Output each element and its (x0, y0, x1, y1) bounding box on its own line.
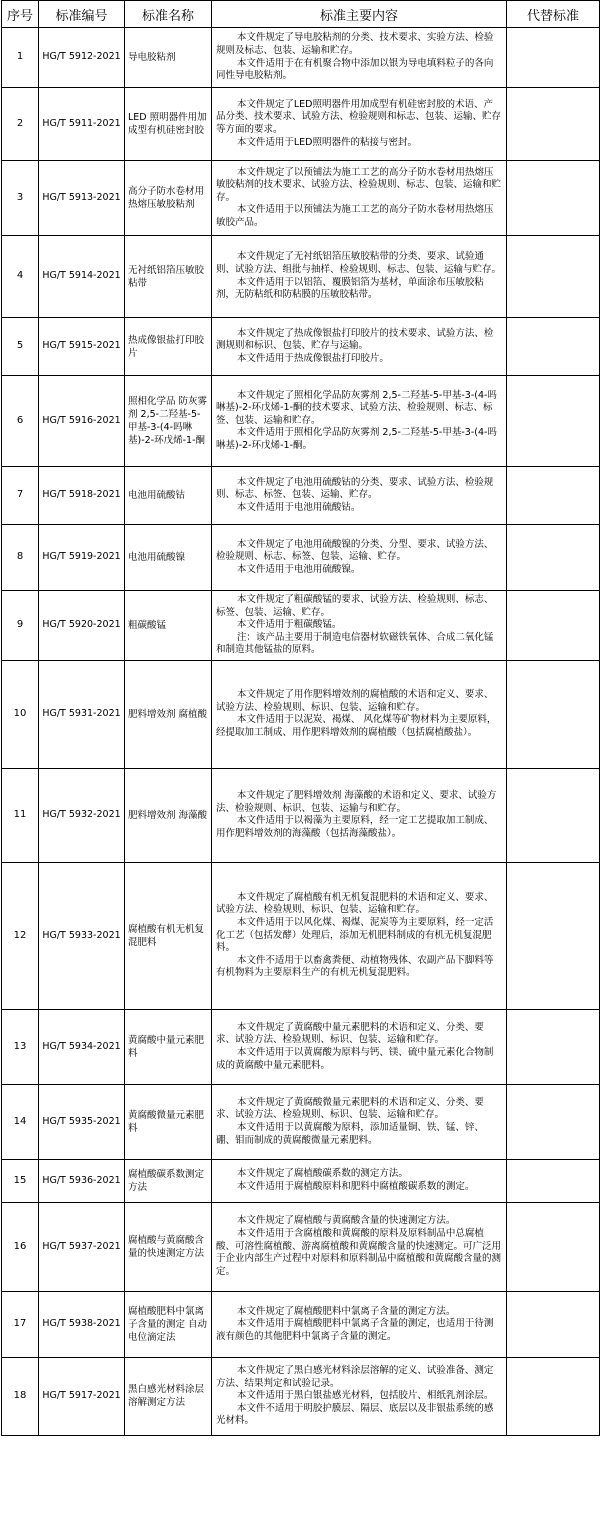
table-row (2, 88, 600, 161)
row-seq: 7 (2, 467, 39, 525)
row-code: HG/T 5914-2021 (39, 236, 125, 318)
row-content (212, 28, 507, 88)
row-name: 黄腐酸中量元素肥料 (125, 1009, 212, 1084)
row-code: HG/T 5931-2021 (39, 660, 125, 768)
content-paragraph: 本文件规定了导电胶粘剂的分类、技术要求、实验方法、检验规则及标志、包装、运输和贮存。 (216, 32, 494, 56)
row-seq: 13 (2, 1009, 39, 1084)
table-row (2, 1202, 600, 1291)
row-code: HG/T 5936-2021 (39, 1159, 125, 1202)
row-seq: 10 (2, 660, 39, 768)
content-paragraph: 本文件规定了腐植酸肥料中氯离子含量的测定方法。 (236, 1305, 456, 1317)
row-replace (507, 318, 600, 376)
header-row (2, 1, 600, 28)
row-name: 导电胶粘剂 (125, 28, 212, 88)
row-code: HG/T 5916-2021 (39, 376, 125, 467)
row-code: HG/T 5934-2021 (39, 1009, 125, 1084)
content-paragraph: 本文件规定了用作肥料增效剂的腐植酸的术语和定义、要求、试验方法、检验规则、标识、包装、运输和贮存。 (216, 689, 494, 713)
row-content (212, 318, 507, 376)
row-code: HG/T 5917-2021 (39, 1357, 125, 1435)
row-code: HG/T 5935-2021 (39, 1084, 125, 1159)
row-seq: 14 (2, 1084, 39, 1159)
table-row (2, 1291, 600, 1357)
row-content (212, 1084, 507, 1159)
row-replace (507, 1009, 600, 1084)
content-paragraph: 本文件适用于以预铺法为施工工艺的高分子防水卷材用热熔压敏胶产品。 (216, 204, 494, 228)
content-paragraph: 本文件规定了电池用硫酸镍的分类、分型、要求、试验方法、检验规则、标志、标签、包装、运输、贮存。 (216, 538, 494, 563)
table-row (2, 1084, 600, 1159)
row-seq: 15 (2, 1159, 39, 1202)
row-content (212, 88, 507, 161)
row-code: HG/T 5911-2021 (39, 88, 125, 161)
row-seq: 8 (2, 525, 39, 591)
row-replace (507, 1357, 600, 1435)
content-paragraph: 本文件规定了黄腐酸微量元素肥料的术语和定义、分类、要求、试验方法、检验规则、标识、包装、运输和贮存。 (216, 1096, 484, 1121)
row-seq: 9 (2, 591, 39, 661)
row-code: HG/T 5919-2021 (39, 525, 125, 591)
content-paragraph: 本文件规定了肥料增效剂 海藻酸的术语和定义、要求、试验方法、检验规则、标识、包装、运输与和贮存。 (216, 790, 497, 814)
table-row (2, 1357, 600, 1435)
row-content (212, 660, 507, 768)
table-row (2, 768, 600, 862)
row-name: 热成像银盐打印胶片 (125, 318, 212, 376)
row-seq: 18 (2, 1357, 39, 1435)
row-seq: 6 (2, 376, 39, 467)
row-replace (507, 1291, 600, 1357)
row-code: HG/T 5918-2021 (39, 467, 125, 525)
content-paragraph: 本文件不适用于以畜禽粪便、动植物残体、农副产品下脚料等有机物料为主要原料生产的有机无机复混肥料。 (216, 954, 494, 979)
row-code: HG/T 5920-2021 (39, 591, 125, 661)
content-paragraph: 本文件适用于以泥炭、褐煤、 风化煤等矿物材料为主要原料，经提取加工制成、用作肥料增效剂的腐植酸（包括腐植酸盐）。 (216, 714, 497, 739)
content-paragraph: 本文件规定了黄腐酸中量元素肥料的术语和定义、分类、要求、试验方法、检验规则、标识、包装、运输和贮存。 (216, 1021, 484, 1046)
row-code: HG/T 5932-2021 (39, 768, 125, 862)
row-content (212, 1159, 507, 1202)
row-seq: 2 (2, 88, 39, 161)
header-replace: 代替标准 (507, 1, 600, 28)
row-seq: 17 (2, 1291, 39, 1357)
content-paragraph: 本文件适用于在有机聚合物中添加以银为导电填料粒子的各向同性导电胶粘剂。 (216, 57, 494, 82)
content-paragraph: 本文件规定了腐植酸碳系数的测定方法。 (236, 1168, 408, 1180)
content-paragraph: 本文件适用于以铝箔、覆膜铝箔为基材，单面涂布压敏胶粘剂，无防粘纸和防粘膜的压敏胶粘带。 (216, 276, 484, 301)
table-row (2, 28, 600, 88)
content-paragraph: 本文件适用于以褐藻为主要原料，经一定工艺提取加工制成、用作肥料增效剂的海藻酸（包括海藻酸盐）。 (216, 815, 494, 840)
row-name: LED 照明器件用加成型有机硅密封胶 (125, 88, 212, 161)
content-paragraph: 本文件规定了粗碳酸锰的要求、试验方法、检验规则、标志、标签、包装、运输、贮存。 (216, 594, 494, 618)
row-content (212, 376, 507, 467)
row-name: 腐植酸碳系数测定方法 (125, 1159, 212, 1202)
row-replace (507, 467, 600, 525)
row-seq: 11 (2, 768, 39, 862)
row-content (212, 467, 507, 525)
content-paragraph: 本文件适用于以黄腐酸为原料，添加适量铜、铁、锰、锌、硼、钼而制成的黄腐酸微量元素肥料。 (216, 1121, 484, 1146)
content-paragraph: 本文件适用于以黄腐酸为原料与钙、镁、硫中量元素化合物制成的黄腐酸中量元素肥料。 (216, 1046, 494, 1071)
content-paragraph: 本文件适用于LED照明器件的粘接与密封。 (236, 136, 418, 148)
table-row (2, 862, 600, 1009)
row-replace (507, 660, 600, 768)
content-paragraph: 本文件规定了热成像银盐打印胶片的技术要求、试验方法、检测规则和标识、包装、贮存与运输。 (216, 327, 494, 352)
row-content (212, 768, 507, 862)
row-content (212, 591, 507, 661)
row-code: HG/T 5933-2021 (39, 862, 125, 1009)
header-seq: 序号 (2, 1, 39, 28)
row-name: 电池用硫酸镍 (125, 525, 212, 591)
content-paragraph: 本文件规定了以预铺法为施工工艺的高分子防水卷材用热熔压敏胶粘剂的技术要求、试验方法、检验规则、标志、包装、运输和贮存。 (216, 166, 502, 203)
content-paragraph: 本文件适用于腐植酸原料和肥料中腐植酸碳系数的测定。 (236, 1180, 475, 1192)
row-content (212, 1202, 507, 1291)
header-code: 标准编号 (39, 1, 125, 28)
table-row (2, 591, 600, 661)
table-row (2, 376, 600, 467)
table-row (2, 1159, 600, 1202)
table-row (2, 236, 600, 318)
row-code: HG/T 5937-2021 (39, 1202, 125, 1291)
row-name: 电池用硫酸钴 (125, 467, 212, 525)
content-paragraph: 本文件适用于电池用硫酸镍。 (236, 563, 361, 575)
content-paragraph: 本文件规定了LED照明器件用加成型有机硅密封胶的术语、产品分类、技术要求、试验方法、检验规则和标志、包装、运输、贮存等方面的要求。 (216, 98, 502, 135)
row-seq: 3 (2, 161, 39, 236)
content-paragraph: 注：该产品主要用于制造电信器材软磁铁氧体、合成二氧化锰和制造其他锰盐的原料。 (216, 631, 494, 656)
table-row (2, 318, 600, 376)
row-content (212, 862, 507, 1009)
row-content (212, 1009, 507, 1084)
row-replace (507, 1084, 600, 1159)
row-replace (507, 236, 600, 318)
row-code: HG/T 5913-2021 (39, 161, 125, 236)
row-replace (507, 161, 600, 236)
row-name: 无衬纸铝箔压敏胶粘带 (125, 236, 212, 318)
content-paragraph: 本文件规定了照相化学品防灰雾剂 2,5-二羟基-5-甲基-3-(4-吗啉基)-2-环戊烯-1-酮的技术要求、试验方法、检验规则、标志、标签、包装、运输和贮存。 (216, 389, 497, 426)
row-replace (507, 376, 600, 467)
content-paragraph: 本文件适用于电池用硫酸钴。 (236, 501, 361, 513)
content-paragraph: 本文件规定了黑白感光材料涂层溶解的定义、试验准备、测定方法、结果判定和试验记录。 (216, 1364, 494, 1389)
content-paragraph: 本文件适用于照相化学品防灰雾剂 2,5-二羟基-5-甲基-3-(4-吗啉基)-2-环戊烯-1-酮。 (216, 427, 497, 451)
row-code: HG/T 5938-2021 (39, 1291, 125, 1357)
table-row (2, 525, 600, 591)
row-seq: 5 (2, 318, 39, 376)
row-content (212, 161, 507, 236)
row-replace (507, 1159, 600, 1202)
table-row (2, 660, 600, 768)
row-name: 黄腐酸微量元素肥料 (125, 1084, 212, 1159)
row-name: 肥料增效剂 海藻酸 (125, 768, 212, 862)
row-replace (507, 88, 600, 161)
row-content (212, 1357, 507, 1435)
content-paragraph: 本文件适用于粗碳酸锰。 (236, 619, 342, 631)
row-replace (507, 591, 600, 661)
row-name: 高分子防水卷材用热熔压敏胶粘剂 (125, 161, 212, 236)
row-content (212, 236, 507, 318)
row-seq: 4 (2, 236, 39, 318)
row-seq: 16 (2, 1202, 39, 1291)
row-code: HG/T 5912-2021 (39, 28, 125, 88)
header-content: 标准主要内容 (212, 1, 507, 28)
row-code: HG/T 5915-2021 (39, 318, 125, 376)
row-name: 腐植酸有机无机复混肥料 (125, 862, 212, 1009)
row-name: 腐植酸肥料中氯离子含量的测定 自动电位滴定法 (125, 1291, 212, 1357)
content-paragraph: 本文件适用于腐植酸肥料中氯离子含量的测定，也适用于待测液有颜色的其他肥料中氯离子含量的测定。 (216, 1318, 494, 1342)
content-paragraph: 本文件规定了电池用硫酸钴的分类、要求、试验方法、检验规则、标志、标签、包装、运输、贮存。 (216, 476, 494, 501)
row-name: 粗碳酸锰 (125, 591, 212, 661)
table-row (2, 161, 600, 236)
row-name: 黑白感光材料涂层溶解测定方法 (125, 1357, 212, 1435)
row-name: 照相化学品 防灰雾剂 2,5-二羟基-5-甲基-3-(4-吗啉基)-2-环戊烯-1-酮 (125, 376, 212, 467)
table-row (2, 1009, 600, 1084)
row-replace (507, 768, 600, 862)
content-paragraph: 本文件规定了腐植酸与黄腐酸含量的快速测定方法。 (236, 1215, 456, 1227)
row-content (212, 1291, 507, 1357)
row-replace (507, 862, 600, 1009)
row-replace (507, 1202, 600, 1291)
content-paragraph: 本文件适用于黑白银盐感光材料，包括胶片、相纸乳剂涂层。 (236, 1390, 494, 1402)
table-row (2, 467, 600, 525)
row-name: 腐植酸与黄腐酸含量的快速测定方法 (125, 1202, 212, 1291)
row-seq: 1 (2, 28, 39, 88)
content-paragraph: 本文件规定了腐植酸有机无机复混肥料的术语和定义、要求、试验方法、检验规则、标识、包装、运输和贮存。 (216, 891, 494, 916)
row-name: 肥料增效剂 腐植酸 (125, 660, 212, 768)
content-paragraph: 本文件适用于含腐植酸和黄腐酸的原料及原料制品中总腐植酸、可溶性腐植酸、游离腐植酸和黄腐酸含量的快速测定。可广泛用于企业内部生产过程中对原料和原料制品中腐植酸和黄腐酸含量的测定。 (216, 1228, 502, 1277)
content-paragraph: 本文件适用于以风化煤、褐煤、泥炭等为主要原料，经一定活化工艺（包括发酵）处理后，添加无机肥料制成的有机无机复混肥料。 (216, 917, 494, 954)
content-paragraph: 本文件不适用于明胶护膜层、隔层、底层以及非银盐系统的感光材料。 (216, 1402, 494, 1427)
standards-table (1, 0, 600, 1436)
header-name: 标准名称 (125, 1, 212, 28)
row-seq: 12 (2, 862, 39, 1009)
row-content (212, 525, 507, 591)
content-paragraph: 本文件适用于热成像银盐打印胶片。 (236, 352, 389, 364)
row-replace (507, 28, 600, 88)
content-paragraph: 本文件规定了无衬纸铝箔压敏胶粘带的分类、要求、试验通则、试验方法、组批与抽样、检验规则、标志、包装、运输与贮存。 (216, 251, 502, 275)
row-replace (507, 525, 600, 591)
